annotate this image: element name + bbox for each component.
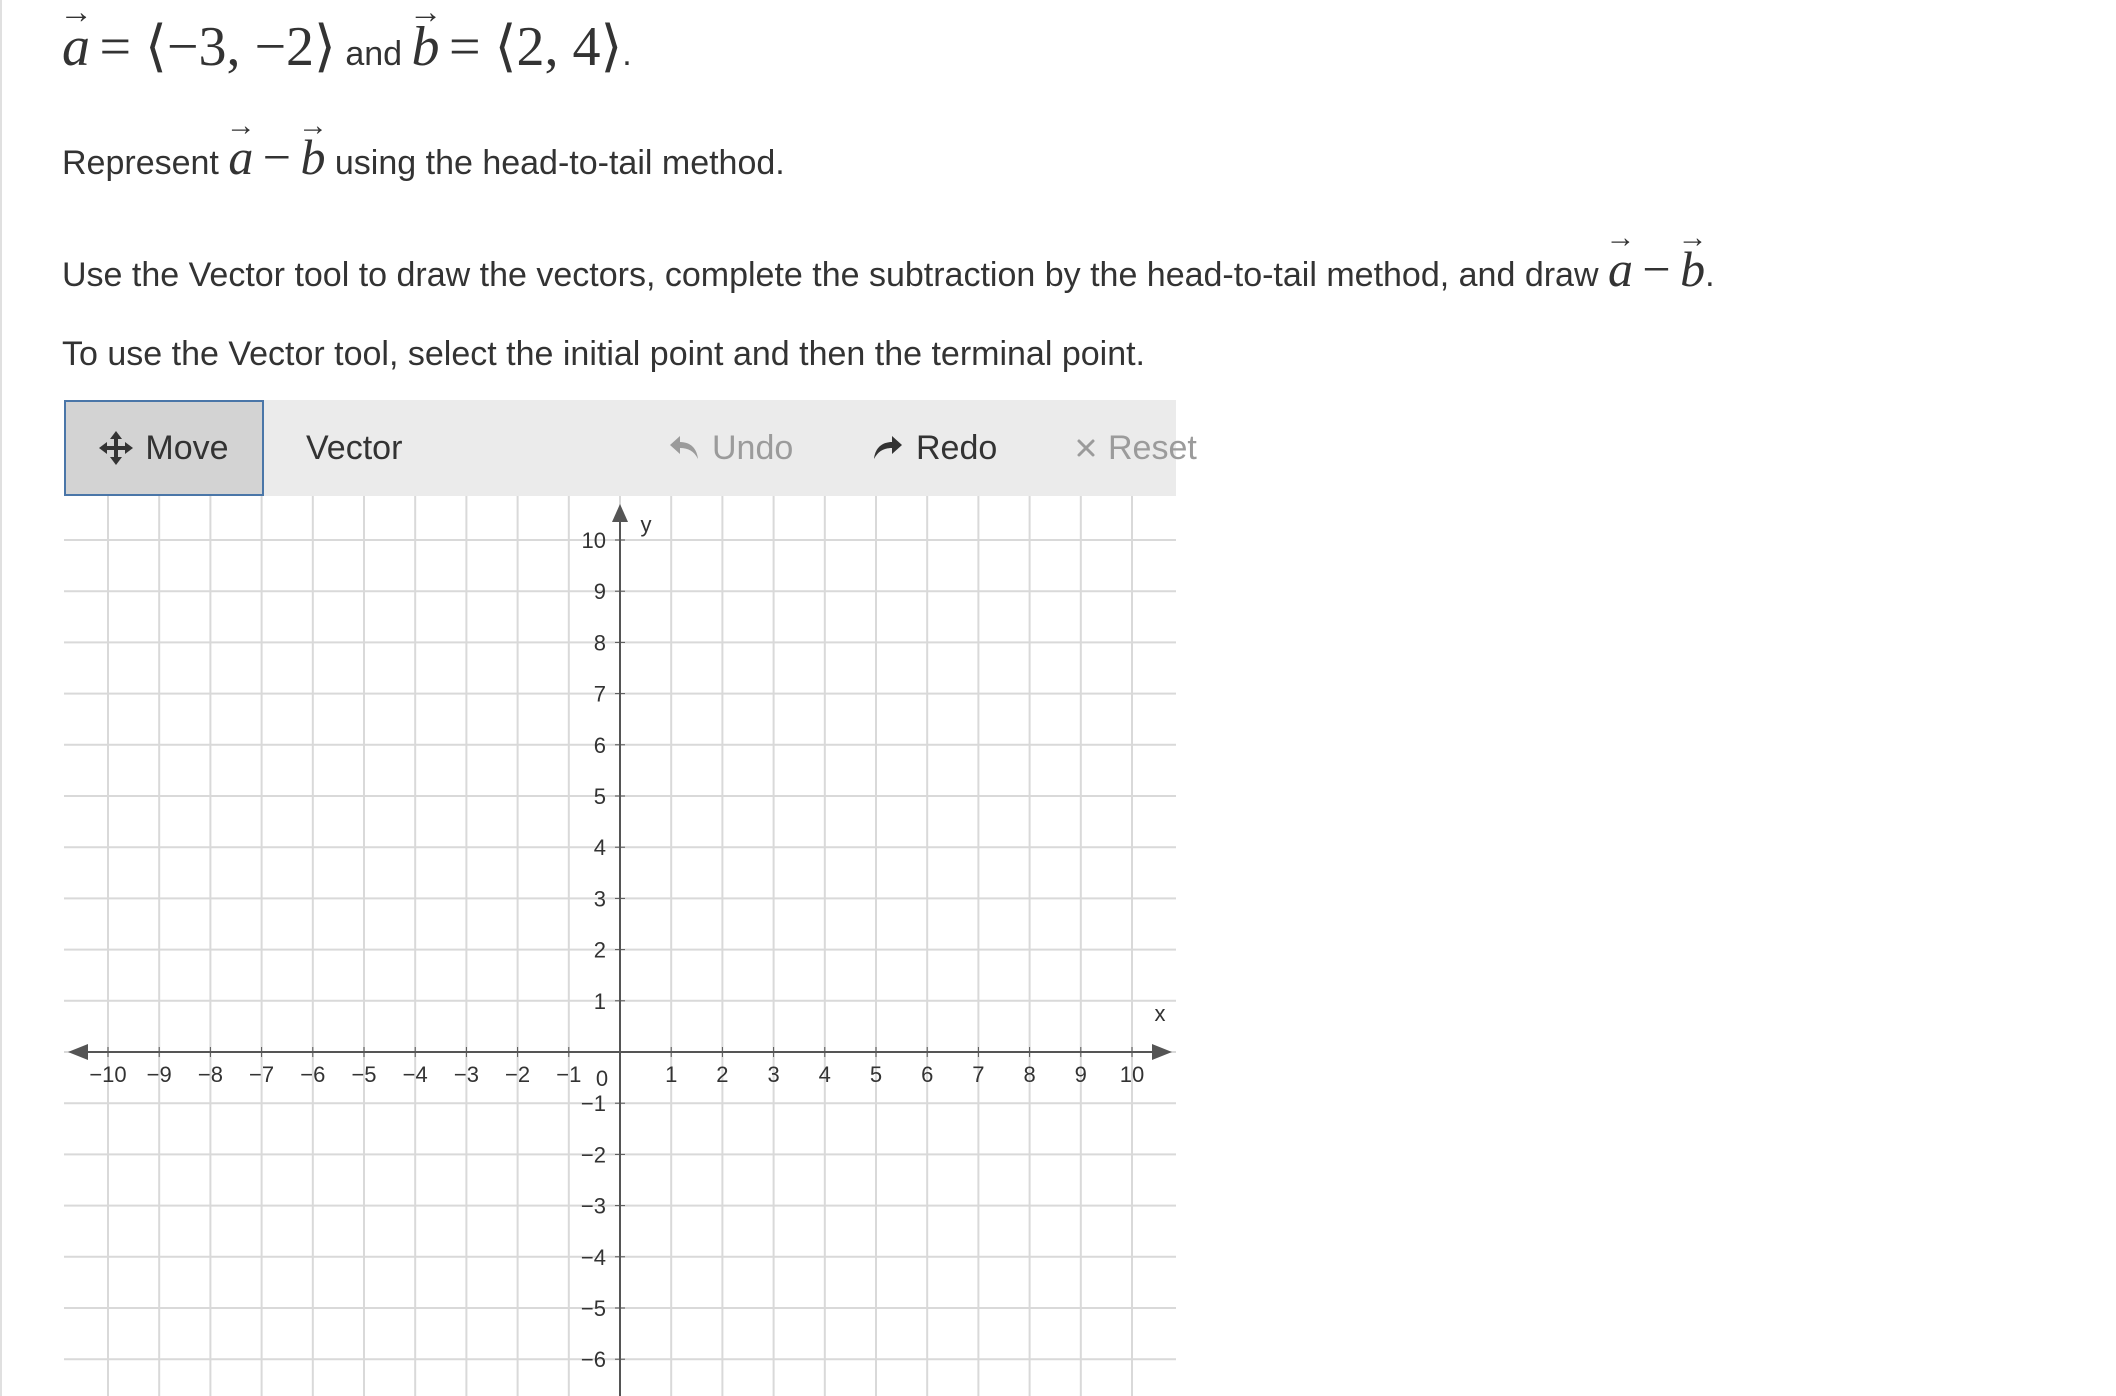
x-tick-label: 7 [972,1062,985,1087]
x-tick-label: 8 [1023,1062,1036,1087]
use-tool-text: Use the Vector tool to draw the vectors, complete the subtraction by the head-to-tail method, and draw [62,256,1599,294]
undo-button[interactable] [668,400,793,496]
x-tick-label: −1 [556,1062,582,1087]
minus-sign: − [262,129,291,185]
coordinate-graph[interactable] [64,496,1176,1396]
y-tick-label: −3 [580,1193,606,1219]
y-tick-label: 3 [593,886,606,912]
x-tick-label: −2 [505,1062,531,1087]
given-vectors-statement: → a = ⟨−3, −2⟩ and → b = ⟨2, 4⟩. [62,14,632,79]
represent-prefix: Represent [62,144,219,182]
x-tick-label: 5 [869,1062,883,1087]
redo-label: Redo [916,428,998,467]
y-tick-label: 6 [593,732,606,758]
vector-label: Vector [306,428,403,467]
move-tool-button[interactable] [64,400,264,496]
redo-icon [872,434,904,462]
x-tick-label: 9 [1074,1062,1087,1087]
x-tick-label: −3 [453,1062,479,1087]
graph-toolbar [64,400,1197,496]
y-tick-label: −1 [580,1091,606,1117]
vector-a-symbol: → a [62,15,90,79]
redo-button[interactable] [872,400,997,496]
use-tool-instruction [62,240,1715,298]
x-tick-label: 2 [716,1062,729,1087]
vector-a-symbol: → a [1608,240,1633,298]
vector-tool-button[interactable] [306,400,402,496]
y-tick-label: 10 [581,528,606,553]
y-tick-label: 1 [593,988,606,1014]
x-tick-label: −6 [300,1062,326,1087]
x-tick-label: 6 [921,1062,934,1087]
undo-icon [668,434,700,462]
y-tick-label: 9 [593,579,606,605]
y-tick-label: −2 [580,1142,606,1168]
x-tick-label: 10 [1119,1062,1145,1087]
vector-b-symbol: → b [412,15,440,79]
how-to-use-instruction: To use the Vector tool, select the initial point and then the terminal point. [62,335,1146,373]
reset-label: Reset [1108,428,1197,467]
given-period: . [622,35,632,73]
vector-b-value: ⟨2, 4⟩ [494,16,623,78]
close-icon [1076,438,1096,458]
x-tick-label: −8 [197,1062,223,1087]
y-tick-label: 4 [593,835,606,861]
represent-instruction [62,128,785,186]
y-tick-label: 8 [593,630,606,656]
and-word: and [345,35,403,73]
undo-label: Undo [712,428,794,467]
y-tick-label: −6 [580,1347,606,1373]
move-label: Move [145,428,229,467]
minus-sign: − [1642,241,1671,297]
y-tick-label: 2 [593,937,606,963]
x-tick-label: 1 [665,1062,678,1087]
x-tick-label: −9 [146,1062,172,1087]
vector-a-value: ⟨−3, −2⟩ [145,16,336,78]
y-tick-label: 5 [593,784,606,809]
reset-button[interactable] [1076,400,1197,496]
x-axis-label: x [1154,1001,1166,1026]
x-tick-label: −4 [402,1062,428,1087]
origin-label: 0 [595,1066,609,1091]
vector-b-symbol: → b [300,128,325,186]
y-axis-label: y [640,512,652,537]
left-border [0,0,2,1396]
y-tick-label: −4 [580,1244,606,1270]
x-tick-label: −5 [351,1062,377,1087]
vector-a-symbol: → a [228,128,253,186]
represent-suffix: using the head-to-tail method. [334,144,785,182]
x-tick-label: −10 [89,1062,127,1087]
sentence-period: . [1705,256,1715,294]
move-icon [99,431,133,465]
x-tick-label: −7 [249,1062,275,1087]
x-tick-label: 4 [818,1062,831,1087]
y-tick-label: −5 [580,1296,606,1321]
y-tick-label: 7 [593,681,606,707]
vector-b-symbol: → b [1680,240,1705,298]
x-tick-label: 3 [767,1062,780,1087]
